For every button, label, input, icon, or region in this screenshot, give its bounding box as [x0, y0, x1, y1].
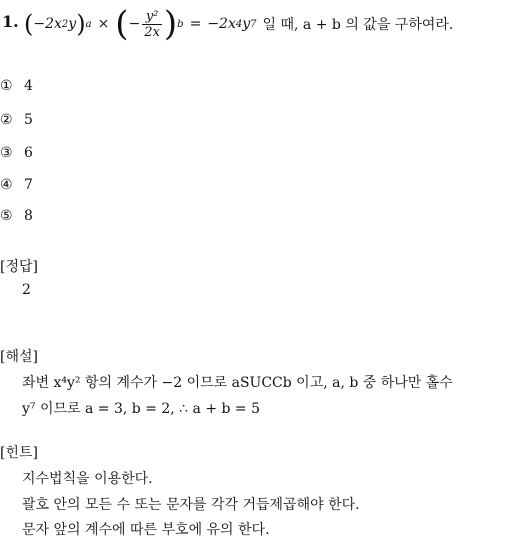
term2-fraction — [142, 9, 162, 40]
choice-marker: ③ — [0, 145, 13, 161]
times-sign: × — [97, 16, 110, 32]
question-tail: 일 때, a + b 의 값을 구하여라. — [262, 17, 454, 33]
choice-4[interactable] — [0, 177, 33, 193]
explanation-line-1: 좌변 x⁴y² 항의 계수가 −2 이므로 aSUCCb 이고, a, b 중 하나만 홀수 — [22, 375, 453, 391]
choice-value: 5 — [24, 112, 33, 128]
equals-sign: = — [189, 16, 202, 32]
hint-line-2: 괄호 안의 모든 수 또는 문자를 각각 거듭제곱해야 한다. — [22, 497, 360, 513]
choice-5[interactable] — [0, 208, 33, 224]
choice-1[interactable] — [0, 78, 33, 94]
choice-marker: ⑤ — [0, 208, 13, 224]
question-expression — [24, 4, 453, 44]
term1-exponent-2: 2 — [61, 18, 69, 30]
term2-minus: − — [128, 16, 141, 32]
choice-value: 4 — [24, 78, 33, 94]
choice-marker: ① — [0, 78, 13, 94]
term2-open-paren: ( — [115, 4, 129, 44]
term2-close-paren: ) — [163, 4, 178, 44]
answer-value: 2 — [22, 282, 31, 298]
hint-line-1: 지수법칙을 이용한다. — [22, 471, 153, 487]
term1-power-a: a — [85, 18, 92, 30]
explanation-line-2: y⁷ 이므로 a = 3, b = 2, ∴ a + b = 5 — [22, 401, 261, 417]
term1-open-paren: ( — [24, 10, 34, 38]
hint-label: [힌트] — [0, 445, 38, 461]
explanation-label: [해설] — [0, 349, 38, 365]
rhs-y: y — [242, 16, 251, 32]
term2-power-b: b — [177, 18, 184, 30]
hint-line-3: 문자 앞의 계수에 따른 부호에 유의 한다. — [22, 522, 270, 538]
term1-y: y — [68, 16, 77, 32]
question-number: 1. — [2, 12, 19, 31]
rhs-coefficient: −2x — [207, 16, 236, 32]
choice-2[interactable] — [0, 112, 33, 128]
rhs-exponent-7: 7 — [250, 18, 257, 30]
term1-close-paren: ) — [76, 10, 86, 38]
choice-3[interactable] — [0, 145, 33, 161]
rhs-exponent-4: 4 — [235, 18, 243, 30]
term1-body: −2x — [33, 16, 62, 32]
choice-value: 7 — [24, 177, 33, 193]
fraction-denominator: 2x — [144, 24, 160, 40]
choice-value: 8 — [24, 208, 33, 224]
answer-label: [정답] — [0, 259, 38, 275]
choice-value: 6 — [24, 145, 33, 161]
fraction-numerator: y² — [145, 8, 159, 24]
choice-marker: ④ — [0, 177, 13, 193]
choice-marker: ② — [0, 112, 13, 128]
